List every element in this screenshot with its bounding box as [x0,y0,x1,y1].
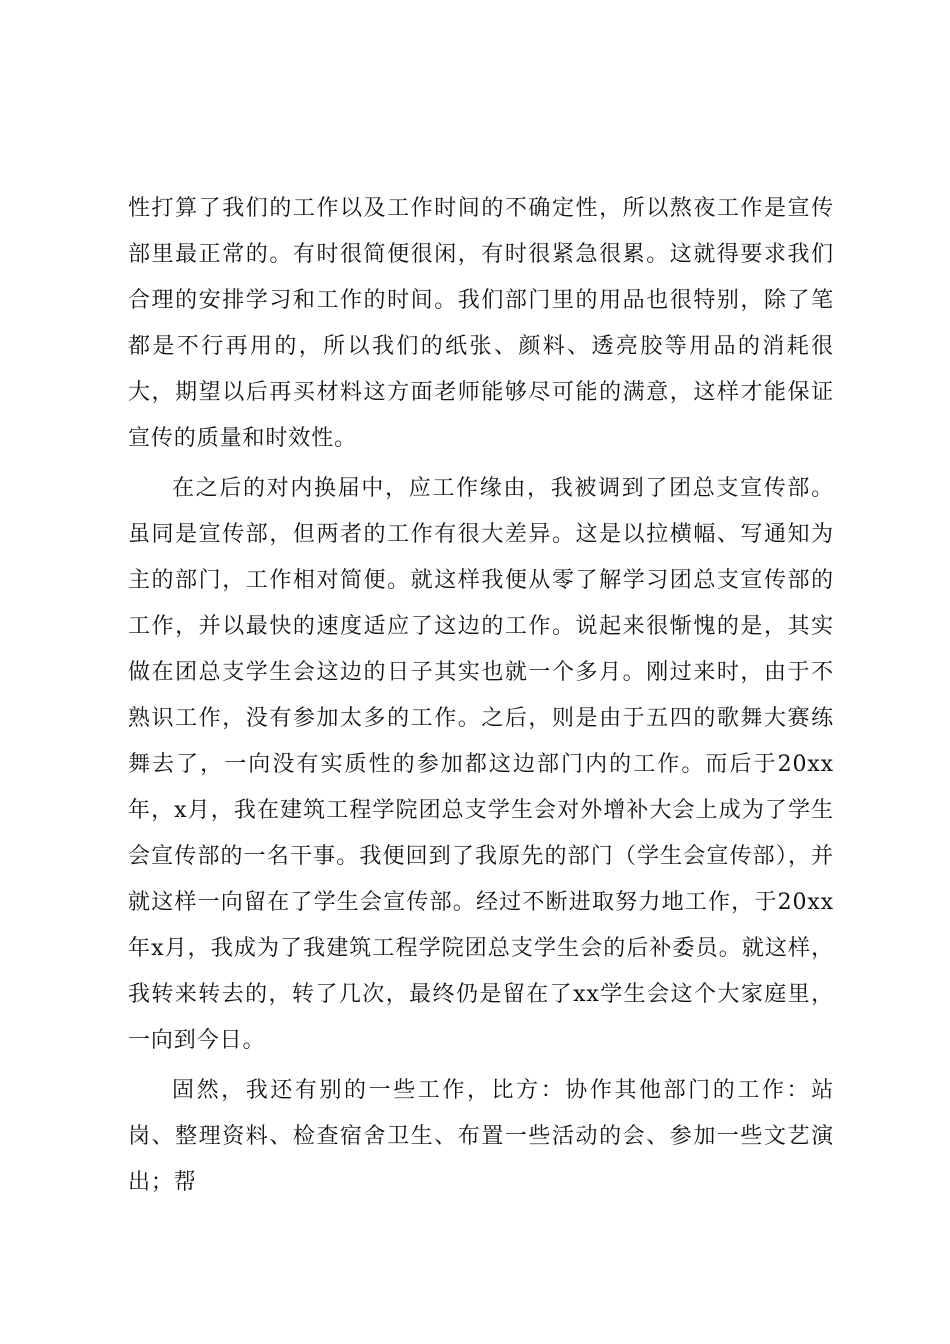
document-body [128,186,834,1210]
paragraph-2: 在之后的对内换届中，应工作缘由，我被调到了团总支宣传部。虽同是宣传部，但两者的工作有很大差异。这是以拉横幅、写通知为主的部门，工作相对简便。就这样我便从零了解学习团总支宣传部的工作，并以最快的速度适应了这边的工作。说起来很惭愧的是，其实做在团总支学生会这边的日子其实也就一个多月。刚过来时，由于不熟识工作，没有参加太多的工作。之后，则是由于五四的歌舞大赛练舞去了，一向没有实质性的参加都这边部门内的工作。而后于20xx年，x月，我在建筑工程学院团总支学生会对外增补大会上成为了学生会宣传部的一名干事。我便回到了我原先的部门（学生会宣传部），并就这样一向留在了学生会宣传部。经过不断进取努力地工作，于20xx年x月，我成为了我建筑工程学院团总支学生会的后补委员。就这样，我转来转去的，转了几次，最终仍是留在了xx学生会这个大家庭里，一向到今日。 [128,476,834,1053]
paragraph-3: 固然，我还有别的一些工作，比方：协作其他部门的工作：站岗、整理资料、检查宿舍卫生、布置一些活动的会、参加一些文艺演出；帮 [128,1078,834,1195]
paragraph-1: 性打算了我们的工作以及工作时间的不确定性，所以熬夜工作是宣传部里最正常的。有时很简便很闲，有时很紧急很累。这就得要求我们合理的安排学习和工作的时间。我们部门里的用品也很特别，除了笔都是不行再用的，所以我们的纸张、颜料、透亮胶等用品的消耗很大，期望以后再买材料这方面老师能够尽可能的满意，这样才能保证宣传的质量和时效性。 [128,196,834,451]
